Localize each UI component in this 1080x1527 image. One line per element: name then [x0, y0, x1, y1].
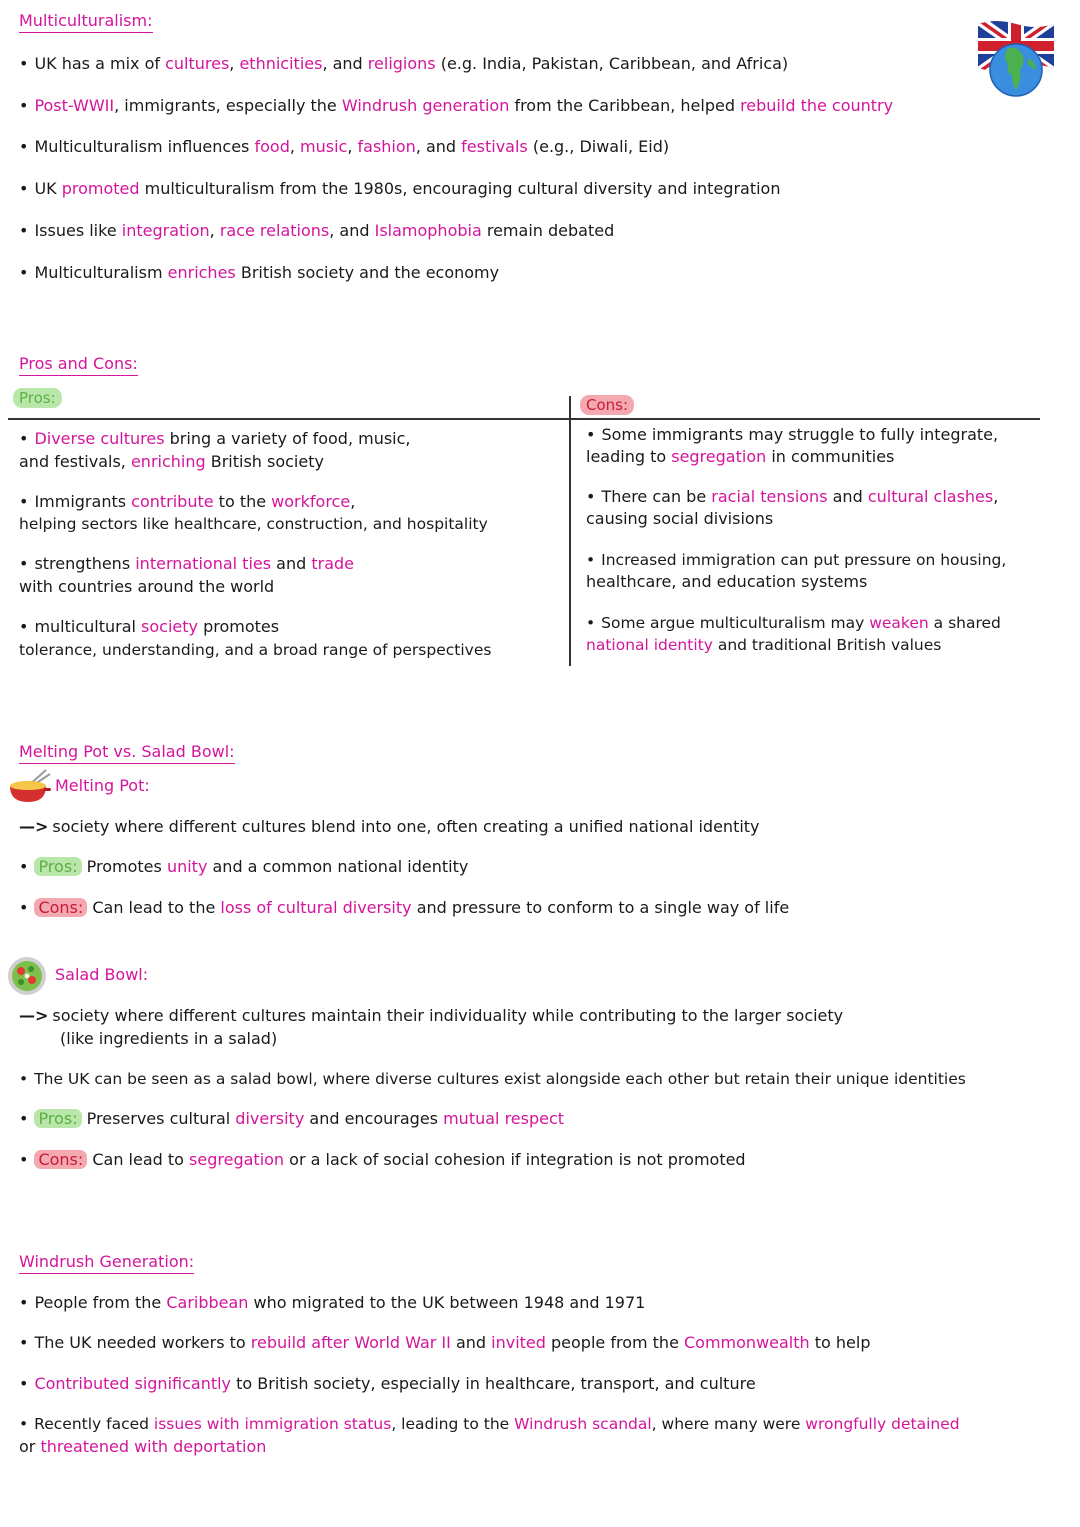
- cons-item: • There can be racial tensions and cultural clashes,: [586, 486, 998, 508]
- list-item: • UK has a mix of cultures, ethnicities, and religions (e.g. India, Pakistan, Caribbean, and Africa): [19, 53, 788, 75]
- cons-item-continuation: leading to segregation in communities: [586, 447, 895, 466]
- pros-item-continuation: helping sectors like healthcare, construction, and hospitality: [19, 515, 488, 533]
- list-item: • People from the Caribbean who migrated to the UK between 1948 and 1971: [19, 1292, 645, 1314]
- salad-bowl-uk: • The UK can be seen as a salad bowl, where diverse cultures exist alongside each other but retain their unique identities: [19, 1068, 966, 1090]
- list-item: • Multiculturalism enriches British society and the economy: [19, 262, 499, 284]
- list-item: • Contributed significantly to British society, especially in healthcare, transport, and culture: [19, 1373, 756, 1395]
- salad-bowl-icon: [7, 956, 47, 996]
- pros-item-continuation: with countries around the world: [19, 577, 275, 596]
- cons-badge: Cons:: [580, 395, 634, 415]
- melting-pot-label: Melting Pot:: [55, 776, 150, 795]
- melting-pot-cons: • Cons: Can lead to the loss of cultural diversity and pressure to conform to a single way of life: [19, 897, 789, 919]
- melting-pot-definition: —> society where different cultures blend into one, often creating a unified national identity: [19, 817, 760, 836]
- pros-item: • Diverse cultures bring a variety of food, music,: [19, 428, 411, 450]
- table-vertical-divider: [569, 396, 571, 666]
- list-item: • Issues like integration, race relations, and Islamophobia remain debated: [19, 220, 614, 242]
- list-item: • Recently faced issues with immigration status, leading to the Windrush scandal, where many were wrongfully detained: [19, 1413, 960, 1435]
- section-heading-multiculturalism: Multiculturalism:: [19, 11, 153, 33]
- cons-item: • Some immigrants may struggle to fully integrate,: [586, 424, 998, 446]
- cons-item: • Increased immigration can put pressure on housing,: [586, 549, 1006, 571]
- list-item: • UK promoted multiculturalism from the 1980s, encouraging cultural diversity and integration: [19, 178, 780, 200]
- pros-item: • multicultural society promotes: [19, 616, 279, 638]
- cons-item-continuation: healthcare, and education systems: [586, 572, 868, 591]
- list-item: • Multiculturalism influences food, music, fashion, and festivals (e.g., Diwali, Eid): [19, 136, 669, 158]
- pros-item-continuation: tolerance, understanding, and a broad range of perspectives: [19, 641, 492, 659]
- list-item-continuation: or threatened with deportation: [19, 1437, 267, 1456]
- salad-bowl-label: Salad Bowl:: [55, 965, 149, 984]
- salad-bowl-cons: • Cons: Can lead to segregation or a lack of social cohesion if integration is not promoted: [19, 1149, 746, 1171]
- pros-badge: Pros:: [13, 388, 62, 408]
- table-horizontal-divider: [8, 418, 1040, 420]
- salad-bowl-pros: • Pros: Preserves cultural diversity and encourages mutual respect: [19, 1108, 564, 1130]
- section-heading-melting-salad: Melting Pot vs. Salad Bowl:: [19, 742, 235, 764]
- cons-item-continuation: causing social divisions: [586, 509, 774, 528]
- pros-item: • strengthens international ties and trade: [19, 553, 354, 575]
- pros-item: • Immigrants contribute to the workforce,: [19, 491, 355, 513]
- salad-bowl-definition-continuation: (like ingredients in a salad): [60, 1029, 278, 1048]
- section-heading-pros-cons: Pros and Cons:: [19, 354, 138, 376]
- salad-bowl-definition: —> society where different cultures maintain their individuality while contributing to the larger society: [19, 1006, 844, 1025]
- uk-flag-globe-icon: [976, 18, 1056, 100]
- melting-pot-pros: • Pros: Promotes unity and a common national identity: [19, 856, 468, 878]
- cons-item-continuation: national identity and traditional British values: [586, 636, 942, 654]
- list-item: • The UK needed workers to rebuild after World War II and invited people from the Commonwealth to help: [19, 1332, 870, 1354]
- section-heading-windrush: Windrush Generation:: [19, 1252, 194, 1274]
- cons-item: • Some argue multiculturalism may weaken a shared: [586, 612, 1001, 634]
- list-item: • Post-WWII, immigrants, especially the Windrush generation from the Caribbean, helped rebuild the country: [19, 95, 893, 117]
- pros-item-continuation: and festivals, enriching British society: [19, 452, 324, 471]
- fondue-pot-icon: [8, 768, 52, 804]
